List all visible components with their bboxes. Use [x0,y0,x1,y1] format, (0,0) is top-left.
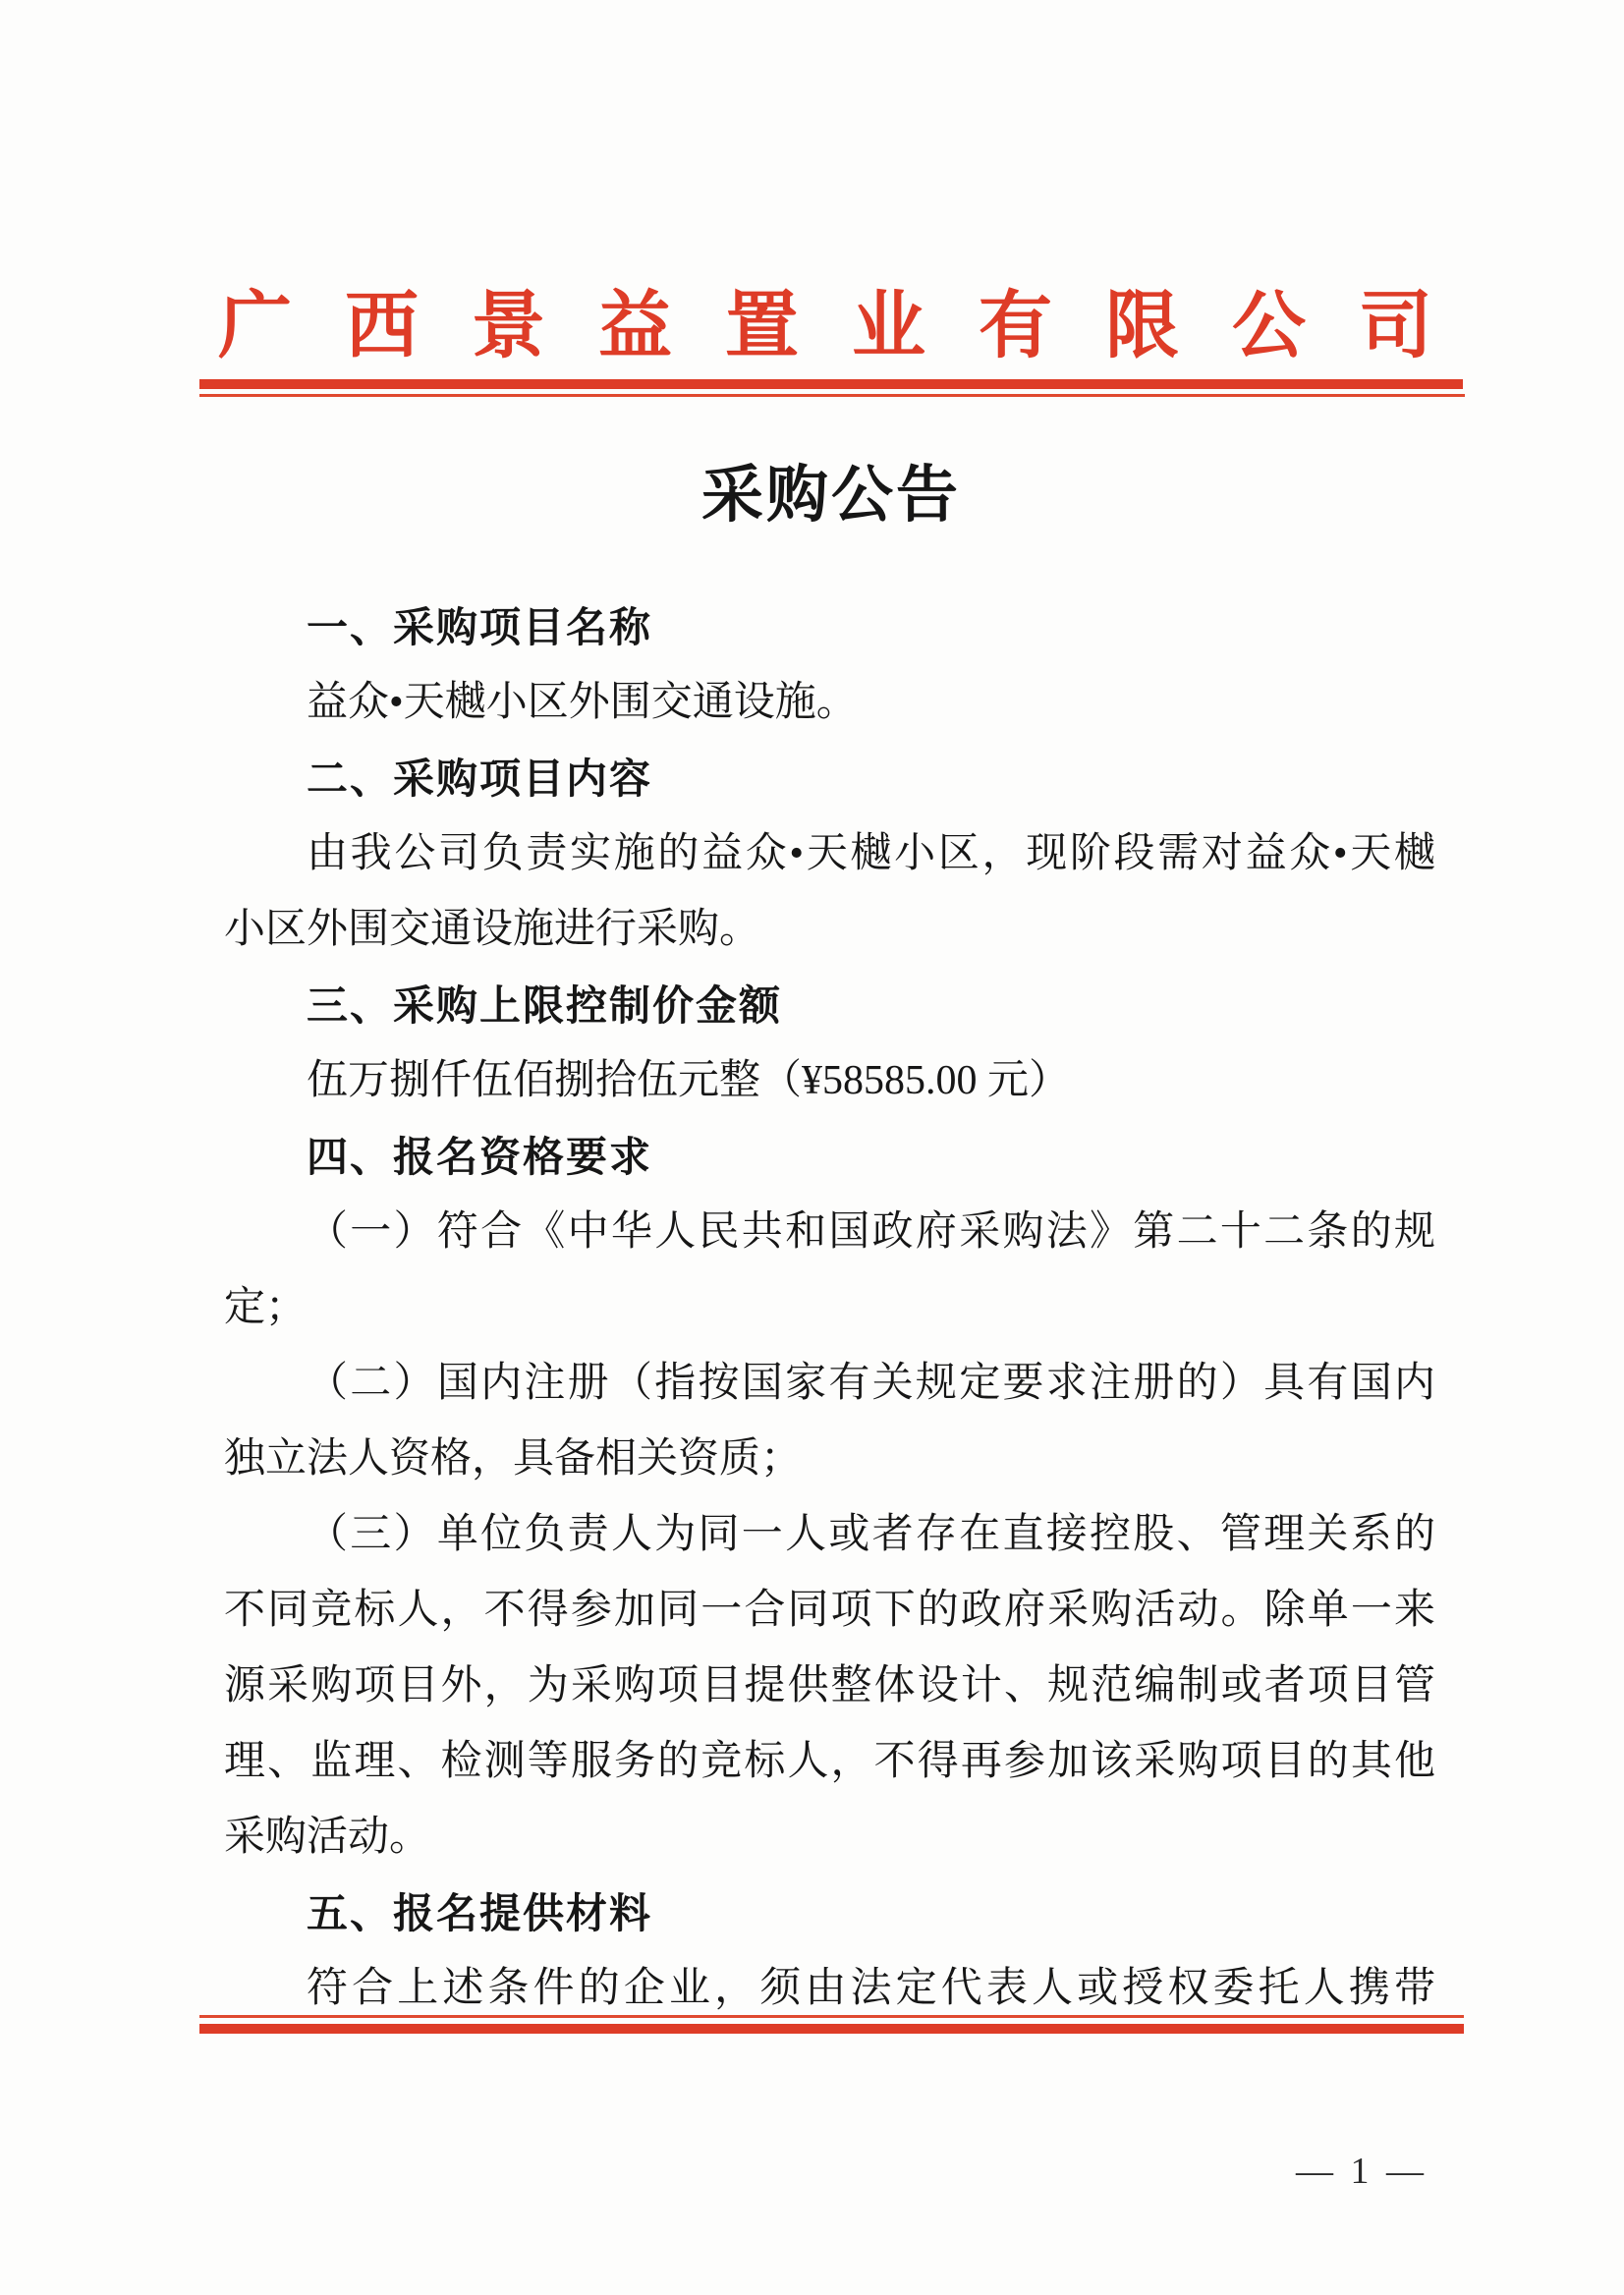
body-line: 一、采购项目名称 [307,604,653,650]
body-line: 不同竞标人，不得参加同一合同项下的政府采购活动。除单一来 [224,1588,1435,1633]
body-line: 三、采购上限控制价金额 [307,982,783,1029]
body-line: 定； [224,1285,308,1330]
body-line: 由我公司负责实施的益众•天樾小区，现阶段需对益众•天樾 [307,831,1435,876]
body-line: 独立法人资格，具备相关资质； [224,1436,803,1482]
body-line: 益众•天樾小区外围交通设施。 [307,680,858,725]
document-body [224,589,1435,2027]
header-rule-thick [199,379,1463,389]
body-line: 小区外围交通设施进行采购。 [224,907,761,952]
body-line: 二、采购项目内容 [307,756,653,802]
body-line: 五、报名提供材料 [307,1890,653,1936]
page-title: 采购公告 [701,461,961,530]
body-line: 符合上述条件的企业，须由法定代表人或授权委托人携带 [307,1966,1435,2011]
body-line: 理、监理、检测等服务的竞标人，不得再参加该采购项目的其他 [224,1739,1435,1784]
body-line: （三）单位负责人为同一人或者存在直接控股、管理关系的 [307,1512,1435,1557]
body-line: 伍万捌仟伍佰捌拾伍元整（¥58585.00 元） [307,1058,1071,1103]
footer-rule-thin [199,2015,1464,2018]
company-letterhead: 广西景益置业有限公司 [218,286,1486,367]
body-line: （一）符合《中华人民共和国政府采购法》第二十二条的规 [307,1209,1435,1255]
body-line: （二）国内注册（指按国家有关规定要求注册的）具有国内 [307,1361,1435,1406]
page-number: — 1 — [1296,2151,1428,2192]
body-line: 采购活动。 [224,1815,431,1860]
body-line: 四、报名资格要求 [307,1134,653,1180]
body-line: 源采购项目外，为采购项目提供整体设计、规范编制或者项目管 [224,1663,1435,1708]
header-rule-thin [199,394,1465,397]
footer-rule-thick [199,2024,1464,2034]
